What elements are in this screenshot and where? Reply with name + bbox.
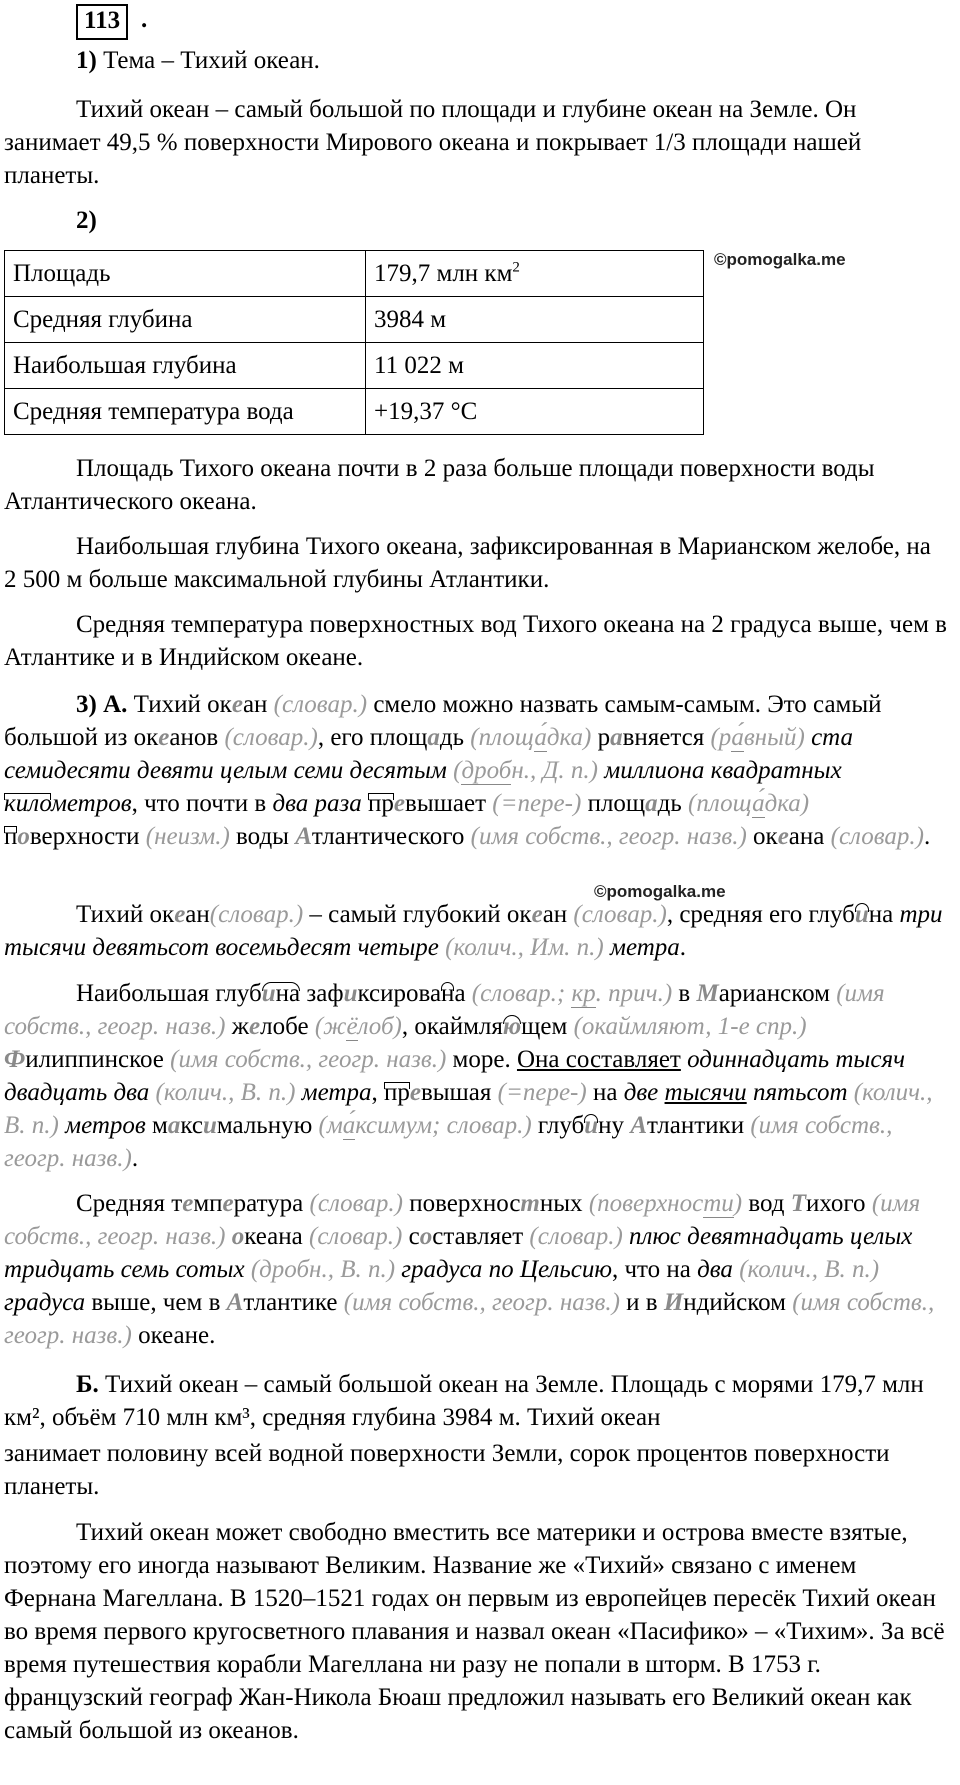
section3b-label: Б. bbox=[76, 1371, 99, 1398]
task-number-dot: . bbox=[141, 6, 148, 33]
table-cell-param: Наибольшая глубина bbox=[5, 343, 366, 389]
theme-text: Тема – Тихий океан. bbox=[103, 47, 320, 74]
section2-paragraph-2: Наибольшая глубина Тихого океана, зафиксированная в Марианском желобе, на 2 500 м больше максимальной глубины Атлантики. bbox=[4, 533, 931, 593]
task-number: 113 bbox=[76, 4, 128, 40]
section2-paragraph-3: Средняя температура поверхностных вод Тихого океана на 2 градуса выше, чем в Атлантике и в Индийском океане. bbox=[4, 611, 947, 671]
section3b-paragraph-1: Б. Тихий океан – самый большой океан на Земле. Площадь с морями 179,7 млн км², объём 710 млн км³, средняя глубина 3984 м. Тихий океан bbox=[4, 1371, 924, 1431]
section3a-paragraph-4: Средняя температура (словар.) поверхностных (поверхности) вод Тихого (имя собств., геогр. назв.) океана (словар.) составляет (словар.) плюс девятнадцать целых тридцать семь сотых (дробн., В. п.) градуса по Цельсию, что на два (колич., В. п.) градуса выше, чем в Атлантике (имя собств., геогр. назв.) и в Индийском (имя собств., геогр. назв.) океане. bbox=[4, 1190, 935, 1349]
section2-paragraph-1: Площадь Тихого океана почти в 2 раза больше площади поверхности воды Атлантического океана. bbox=[4, 455, 875, 515]
watermark: ©pomogalka.me bbox=[714, 250, 846, 269]
section3a-paragraph-3: Наибольшая глубина зафиксирована (словар.; кр. прич.) в Марианском (имя собств., геогр. назв.) желобе (жёлоб), окаймляющем (окаймляют, 1-е спр.) Филиппинское (имя собств., геогр. назв.) море. Она составляет одиннадцать тысяч двадцать два (колич., В. п.) метра, превышая (=пере-) на две тысячи пятьсот (колич., В. п.) метров максимальную (ма́ксимум; словар.) глубину Атлантики (имя собств., геогр. назв.). bbox=[4, 980, 933, 1172]
section1-theme bbox=[4, 44, 948, 77]
watermark-2: ©pomogalka.me bbox=[594, 882, 726, 901]
ocean-data-table bbox=[4, 250, 704, 435]
table-row bbox=[5, 251, 704, 297]
table-cell-value: 3984 м bbox=[366, 297, 704, 343]
table-row bbox=[5, 389, 704, 435]
table-cell-param: Средняя температура вода bbox=[5, 389, 366, 435]
table-cell-value: 11 022 м bbox=[366, 343, 704, 389]
section3-label: 3) А. bbox=[76, 691, 128, 718]
table-cell-value: 179,7 млн $км^2$ bbox=[366, 251, 704, 297]
table-cell-value: +19,37 °С bbox=[366, 389, 704, 435]
section1-label: 1) bbox=[76, 47, 97, 74]
table-row bbox=[5, 343, 704, 389]
table-row bbox=[5, 297, 704, 343]
table-cell-param: Средняя глубина bbox=[5, 297, 366, 343]
table-cell-param: Площадь bbox=[5, 251, 366, 297]
section2-label: 2) bbox=[76, 207, 97, 234]
section3a-paragraph-2: Тихий океан(словар.) – самый глубокий океан (словар.), средняя его глубина три тысячи девятьсот восемьдесят четыре (колич., Им. п.) метра. bbox=[4, 901, 943, 961]
section3b-paragraph-3: Тихий океан может свободно вместить все материки и острова вместе взятые, поэтому его иногда называют Великим. Название же «Тихий» связано с именем Фернана Магеллана. В 1520–1521 годах он первым из европейцев пересёк Тихий океан во время первого кругосветного плавания и назвал океан «Пасифико» – «Тихим». За всё время путешествия корабли Магеллана ни разу не попали в шторм. В 1753 г. французский географ Жан-Никола Бюаш предложил называть его Великий океан как самый большой из океанов. bbox=[4, 1519, 945, 1744]
section3b-paragraph-2: занимает половину всей водной поверхности Земли, сорок процентов поверхности планеты. bbox=[4, 1440, 890, 1500]
section1-paragraph: Тихий океан – самый большой по площади и глубине океан на Земле. Он занимает 49,5 % поверхности Мирового океана и покрывает 1/3 площади нашей планеты. bbox=[4, 96, 862, 189]
section3a-paragraph-1: 3) А. Тихий океан (словар.) смело можно назвать самым-самым. Это самый большой из океанов (словар.), его площадь (площа́дка) равняется (ра́вный) ста семидесяти девяти целым семи десятым (дробн., Д. п.) миллиона квадратных километров, что почти в два раза превышает (=пере-) площадь (площа́дка) поверхности (неизм.) воды Атлантического (имя собств., геогр. назв.) океана (словар.). bbox=[4, 691, 931, 850]
